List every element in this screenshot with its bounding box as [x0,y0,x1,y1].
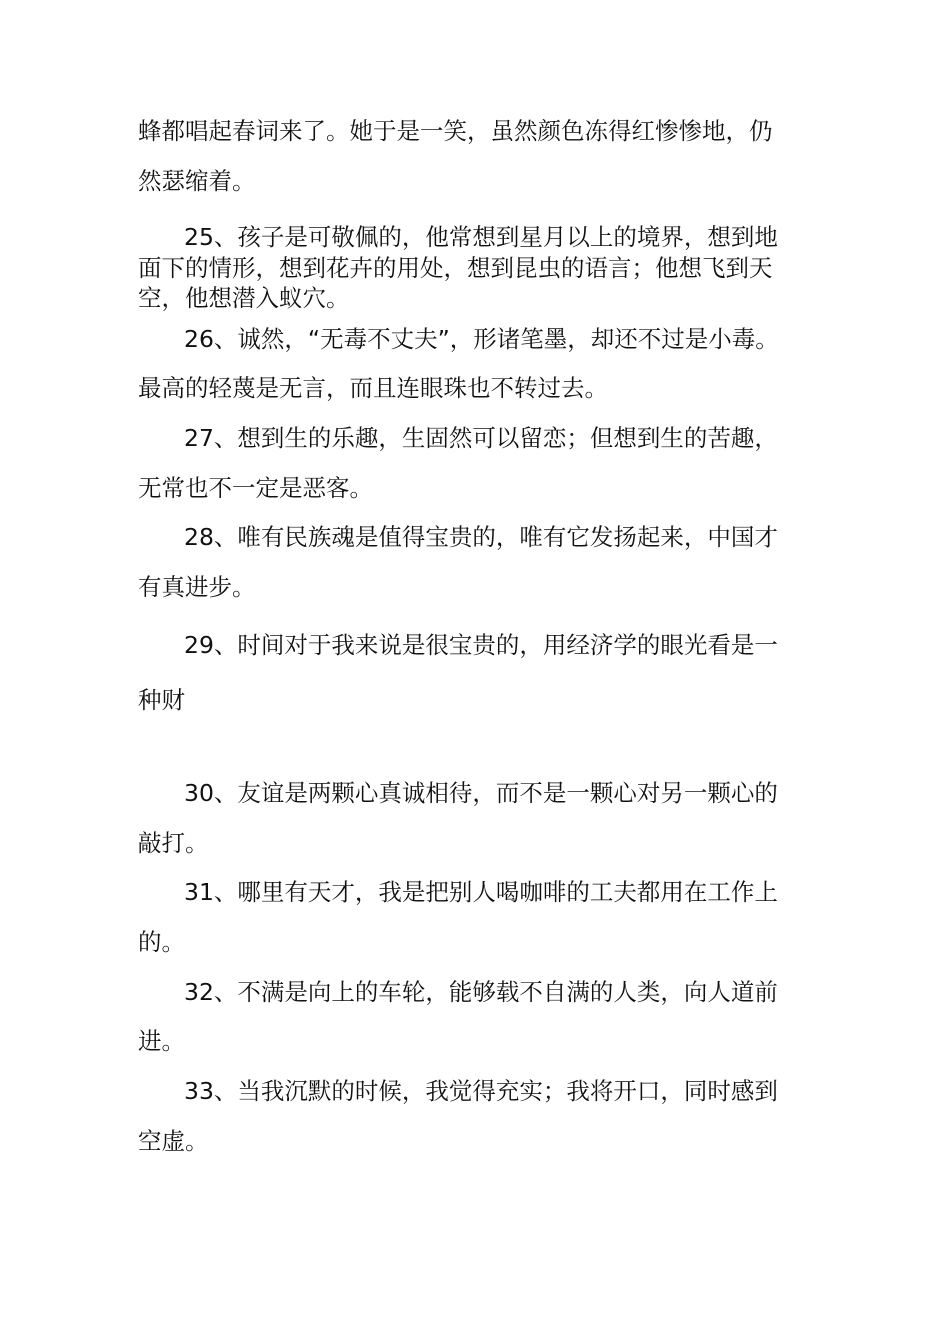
quote-33-line-1: 33、当我沉默的时候，我觉得充实；我将开口，同时感到 [184,1077,778,1105]
quote-29-line-2: 种财 [138,686,185,714]
quote-32-line-2: 进。 [138,1027,185,1055]
text-line: 然瑟缩着。 [138,167,256,195]
quote-32-line-1: 32、不满是向上的车轮，能够载不自满的人类，向人道前 [184,978,778,1006]
quote-31-line-1: 31、哪里有天才，我是把别人喝咖啡的工夫都用在工作上 [184,878,778,906]
quote-33-line-2: 空虚。 [138,1127,209,1155]
text-line: 蜂都唱起春词来了。她于是一笑，虽然颜色冻得红惨惨地，仍 [138,117,773,145]
quote-31-line-2: 的。 [138,928,185,956]
quote-28-line-2: 有真进步。 [138,573,256,601]
quote-30-line-1: 30、友谊是两颗心真诚相待，而不是一颗心对另一颗心的 [184,779,778,807]
quote-27-line-1: 27、想到生的乐趣，生固然可以留恋；但想到生的苦趣， [184,424,778,452]
quote-28-line-1: 28、唯有民族魂是值得宝贵的，唯有它发扬起来，中国才 [184,523,778,551]
quote-25-line-3: 空，他想潜入蚁穴。 [138,284,350,312]
quote-30-line-2: 敲打。 [138,829,209,857]
quote-26-line-1: 26、诚然，“无毒不丈夫”，形诸笔墨，却还不过是小毒。 [184,325,779,353]
quote-27-line-2: 无常也不一定是恶客。 [138,474,373,502]
quote-29-line-1: 29、时间对于我来说是很宝贵的，用经济学的眼光看是一 [184,631,778,659]
quote-25-line-2: 面下的情形，想到花卉的用处，想到昆虫的语言；他想飞到天 [138,254,773,282]
quote-26-line-2: 最高的轻蔑是无言，而且连眼珠也不转过去。 [138,374,608,402]
quote-25-line-1: 25、孩子是可敬佩的，他常想到星月以上的境界，想到地 [184,223,778,251]
